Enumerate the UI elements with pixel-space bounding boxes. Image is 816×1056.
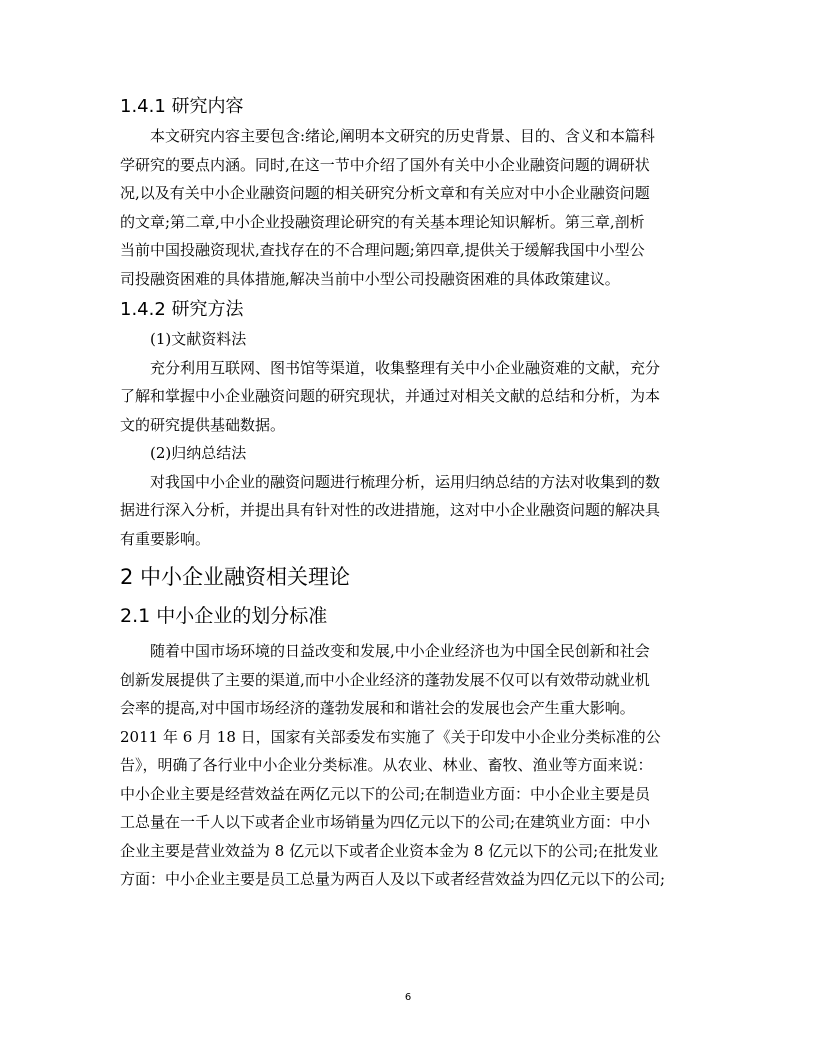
paragraph-line: 有重要影响。 bbox=[120, 529, 211, 548]
method-2-title: (2)归纳总结法 bbox=[150, 444, 247, 462]
paragraph-line: 了解和掌握中小企业融资问题的研究现状，并通过对相关文献的总结和分析，为本 bbox=[120, 387, 661, 405]
induction-method-paragraph bbox=[120, 468, 710, 554]
paragraph-line: 企业主要是营业效益为 8 亿元以下或者企业资本金为 8 亿元以下的公司;在批发业 bbox=[120, 841, 659, 860]
paragraph-line: 2011 年 6 月 18 日，国家有关部委发布实施了《关于印发中小企业分类标准的公 bbox=[120, 727, 661, 746]
paragraph-line: 会率的提高,对中国市场经济的蓬勃发展和和谐社会的发展也会产生重大影响。 bbox=[120, 699, 635, 717]
paragraph-line: 当前中国投融资现状,查找存在的不合理问题;第四章,提供关于缓解我国中小型公 bbox=[120, 241, 645, 259]
paragraph-line: 对我国中小企业的融资问题进行梳理分析，运用归纳总结的方法对收集到的数 bbox=[150, 472, 661, 491]
method-1-title: (1)文献资料法 bbox=[150, 330, 247, 348]
paragraph-line: 方面：中小企业主要是员工总量为两百人及以下或者经营效益为四亿元以下的公司; bbox=[120, 870, 666, 888]
page-number: 6 bbox=[404, 992, 412, 1003]
page-content bbox=[120, 92, 710, 894]
paragraph-line: 工总量在一千人以下或者企业市场销量为四亿元以下的公司;在建筑业方面：中小 bbox=[120, 813, 651, 831]
section-heading-1-4-2: 1.4.2 研究方法 bbox=[120, 299, 244, 320]
paragraph-line: 中小企业主要是经营效益在两亿元以下的公司;在制造业方面：中小企业主要是员 bbox=[120, 784, 651, 803]
paragraph-line: 况,以及有关中小企业融资问题的相关研究分析文章和有关应对中小企业融资问题 bbox=[120, 184, 650, 202]
paragraph-line: 本文研究内容主要包含:绪论,阐明本文研究的历史背景、目的、含义和本篇科 bbox=[150, 127, 655, 145]
paragraph-line: 创新发展提供了主要的渠道,而中小企业经济的蓬勃发展不仅可以有效带动就业机 bbox=[120, 670, 650, 689]
chapter-heading-2: 2 中小企业融资相关理论 bbox=[120, 565, 351, 589]
section-heading-2-1: 2.1 中小企业的划分标准 bbox=[120, 605, 328, 627]
research-content-paragraph bbox=[120, 122, 710, 293]
paragraph-line: 充分利用互联网、图书馆等渠道，收集整理有关中小企业融资难的文献，充分 bbox=[150, 358, 661, 377]
section-heading-1-4-1: 1.4.1 研究内容 bbox=[120, 96, 244, 117]
paragraph-line: 文的研究提供基础数据。 bbox=[120, 415, 286, 434]
paragraph-line: 告》，明确了各行业中小企业分类标准。从农业、林业、畜牧、渔业等方面来说： bbox=[120, 756, 653, 774]
literature-method-paragraph bbox=[120, 354, 710, 440]
paragraph-line: 随着中国市场环境的日益改变和发展,中小企业经济也为中国全民创新和社会 bbox=[150, 642, 650, 660]
classification-standard-paragraph bbox=[120, 637, 710, 894]
paragraph-line: 的文章;第二章,中小企业投融资理论研究的有关基本理论知识解析。第三章,剖析 bbox=[120, 212, 645, 231]
paragraph-line: 司投融资困难的具体措施,解决当前中小型公司投融资困难的具体政策建议。 bbox=[120, 269, 620, 288]
paragraph-line: 据进行深入分析，并提出具有针对性的改进措施，这对中小企业融资问题的解决具 bbox=[120, 501, 661, 519]
paragraph-line: 学研究的要点内涵。同时,在这一节中介绍了国外有关中小企业融资问题的调研状 bbox=[120, 155, 650, 174]
